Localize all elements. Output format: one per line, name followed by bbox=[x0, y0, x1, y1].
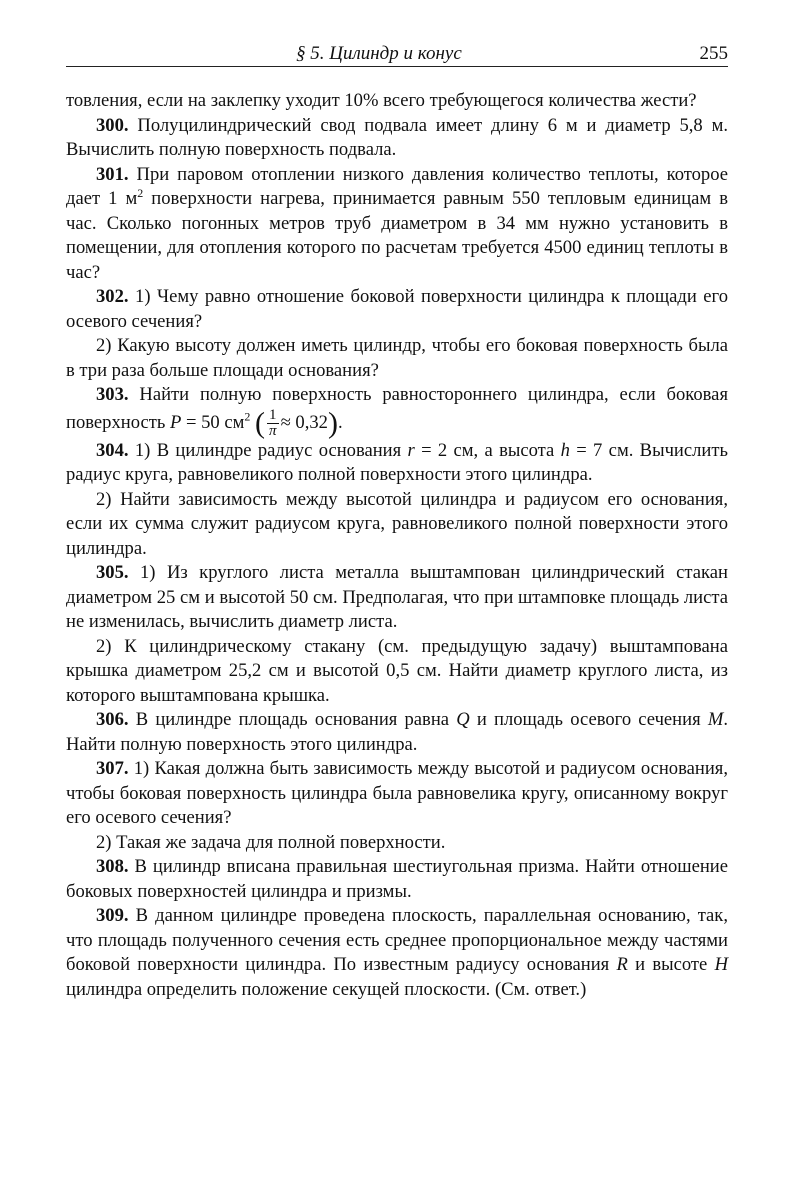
math-variable: R bbox=[616, 954, 628, 975]
right-paren: ) bbox=[327, 406, 338, 439]
problem-305-part-1 bbox=[66, 561, 728, 635]
problem-text: Какую высоту должен иметь цилиндр, чтобы его боковая поверхность была в три раза больше площади основания? bbox=[66, 335, 729, 381]
problem-301 bbox=[66, 163, 728, 286]
problem-text: К цилиндрическому стакану (см. предыдущую задачу) выштампована крышка диаметром 25,2 см и высотой 0,5 см. Найти диаметр круглого листа, из которого выштампована крышка. bbox=[66, 635, 728, 706]
page bbox=[66, 40, 728, 1002]
math-variable: M bbox=[707, 709, 724, 730]
part-label: 1) bbox=[135, 286, 151, 307]
problem-text: поверхности нагрева, принимается равным 550 тепловым единицам в час. Сколько погонных метров труб диаметром в 34 мм нужно установить в помещении, для отопления которого по расчетам требуется 4500 единиц теплоты в час? bbox=[66, 188, 728, 283]
problem-text: Найти зависимость между высотой цилиндра и радиусом его основания, если их сумма служит радиусом круга, равновеликого полной поверхности этого цилиндра. bbox=[66, 488, 728, 559]
problem-number: 304. bbox=[96, 439, 129, 461]
problem-text: = 7 см. Вычислить радиус круга, равновеликого полной поверхности этого цилиндра. bbox=[66, 439, 728, 485]
part-label: 1) bbox=[134, 439, 151, 461]
problem-number: 306. bbox=[96, 709, 129, 730]
problem-308 bbox=[66, 855, 728, 904]
problem-text: . Найти полную поверхность этого цилиндра. bbox=[66, 709, 728, 755]
running-header bbox=[66, 40, 728, 67]
problem-305-part-2 bbox=[66, 635, 728, 709]
problem-text: Чему равно отношение боковой поверхности цилиндра к площади его осевого сечения? bbox=[66, 286, 728, 332]
page-number: 255 bbox=[699, 43, 728, 64]
problem-text: Такая же задача для полной поверхности. bbox=[116, 831, 446, 853]
part-label: 2) bbox=[96, 488, 112, 510]
problem-number: 305. bbox=[96, 562, 129, 583]
problem-text: В данном цилиндре проведена плоскость, параллельная основанию, так, что площадь полученного сечения есть среднее пропорциональное между частями боковой поверхности цилиндра. По известным радиусу основания bbox=[66, 905, 728, 975]
problem-text: Из круглого листа металла выштампован цилиндрический стакан диаметром 25 см и высотой 50 см. Предполагая, что при штамповке площадь листа не изменилась, вычислить диаметр листа. bbox=[66, 562, 728, 632]
problem-number: 300. bbox=[96, 114, 129, 136]
fraction bbox=[267, 408, 279, 439]
problem-text: Какая должна быть зависимость между высотой и радиусом основания, чтобы боковая поверхность цилиндра была равновелика кругу, описанному вокруг его осевого сечения? bbox=[66, 758, 728, 828]
problem-304-part-2 bbox=[66, 488, 728, 562]
problem-number: 307. bbox=[96, 758, 129, 779]
sentence-end: . bbox=[337, 411, 343, 433]
problem-number: 303. bbox=[96, 384, 129, 405]
problem-text: и высоте bbox=[627, 954, 715, 975]
problem-text: В цилиндр вписана правильная шестиугольная призма. Найти отношение боковых поверхностей цилиндра и призмы. bbox=[66, 856, 728, 902]
problem-306 bbox=[66, 708, 728, 757]
math-variable: h bbox=[560, 439, 570, 461]
problem-304-part-1 bbox=[66, 439, 728, 488]
fraction-numerator: 1 bbox=[267, 408, 279, 424]
problem-302-part-1 bbox=[66, 285, 728, 334]
problem-number: 301. bbox=[96, 163, 129, 185]
superscript: 2 bbox=[137, 185, 144, 200]
part-label: 1) bbox=[133, 758, 150, 779]
part-label: 2) bbox=[96, 635, 112, 657]
continued-paragraph: товления, если на заклепку уходит 10% всего требующегося количества жести? bbox=[66, 90, 697, 111]
problem-309 bbox=[66, 904, 728, 1002]
page-body bbox=[66, 89, 728, 1002]
left-paren: ( bbox=[255, 406, 266, 439]
problem-text: При паровом отоплении низкого давления количество теплоты, которое дает 1 м bbox=[66, 163, 729, 209]
fraction-denominator: π bbox=[269, 422, 277, 439]
part-label: 2) bbox=[96, 831, 112, 853]
problem-302-part-2 bbox=[66, 334, 728, 383]
problem-number: 309. bbox=[96, 905, 129, 926]
problem-300 bbox=[66, 114, 728, 163]
math-variable: H bbox=[714, 954, 728, 975]
problem-text: Найти полную поверхность равностороннего цилиндра, если боковая поверхность bbox=[66, 384, 728, 433]
math-approx: ≈ 0,32 bbox=[280, 411, 328, 433]
math-variable: P bbox=[169, 411, 182, 433]
part-label: 2) bbox=[96, 335, 112, 356]
problem-number: 302. bbox=[96, 286, 129, 307]
problem-307-part-2 bbox=[66, 831, 728, 856]
math-variable: r bbox=[407, 439, 415, 461]
problem-text: цилиндра определить положение секущей плоскости. (См. ответ.) bbox=[66, 978, 587, 1000]
problem-text: = 2 см, а высота bbox=[414, 439, 561, 461]
superscript: 2 bbox=[244, 409, 251, 424]
math-equation: = 50 см bbox=[181, 411, 245, 433]
problem-text: В цилиндре площадь основания равна bbox=[135, 709, 457, 730]
problem-text: Полуцилиндрический свод подвала имеет длину 6 м и диаметр 5,8 м. Вычислить полную поверхность подвала. bbox=[66, 114, 728, 160]
problem-303 bbox=[66, 383, 728, 439]
problem-307-part-1 bbox=[66, 757, 728, 831]
problem-text: и площадь осевого сечения bbox=[469, 709, 708, 730]
part-label: 1) bbox=[140, 562, 156, 583]
math-variable: Q bbox=[456, 709, 470, 730]
running-title: § 5. Цилиндр и конус bbox=[296, 43, 462, 64]
problem-text: В цилиндре радиус основания bbox=[156, 439, 408, 461]
problem-number: 308. bbox=[96, 856, 129, 877]
